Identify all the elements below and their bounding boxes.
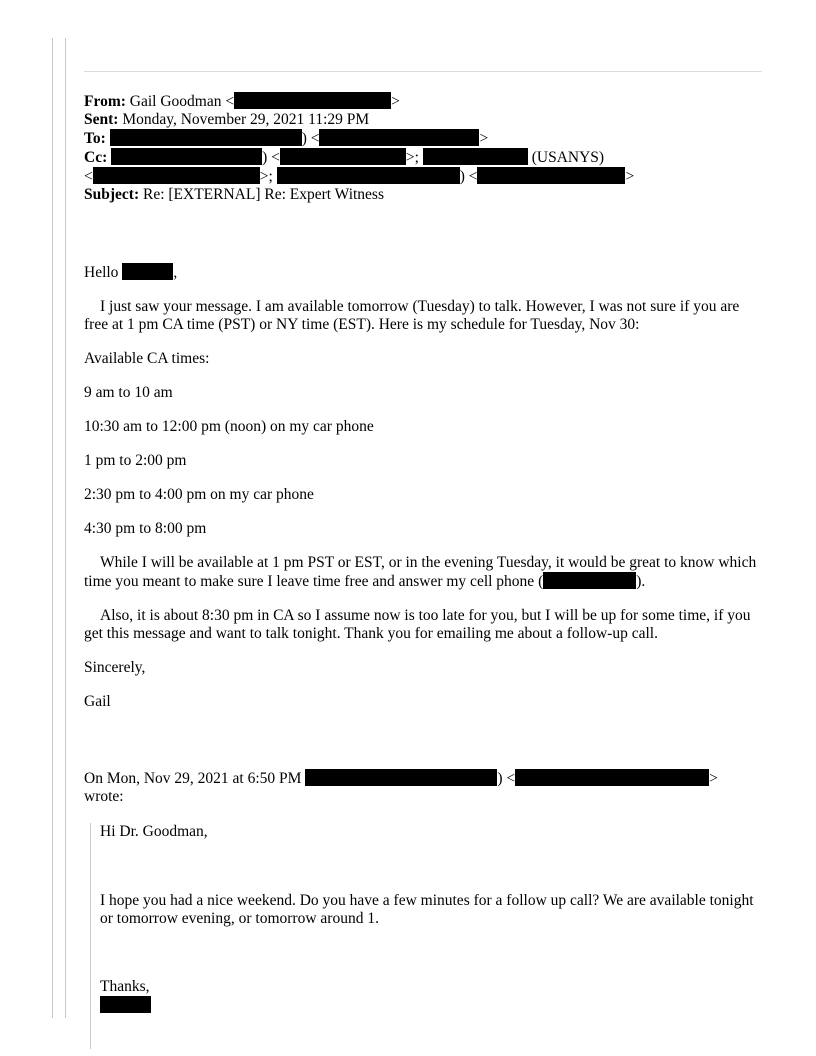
- redaction-bar: [110, 129, 302, 146]
- subject-value: Re: [EXTERNAL] Re: Expert Witness: [142, 186, 384, 203]
- greeting: [84, 263, 766, 282]
- redaction-bar: [515, 769, 709, 786]
- signature: Gail: [84, 693, 111, 710]
- cc-separator: >;: [405, 149, 419, 166]
- quoted-intro-close: >: [709, 770, 718, 787]
- subject-label: Subject:: [84, 186, 140, 203]
- quoted-thanks: Thanks,: [100, 978, 150, 995]
- to-label: To:: [84, 130, 106, 147]
- time-slot: 9 am to 10 am: [84, 384, 173, 401]
- time-slot: 4:30 pm to 8:00 pm: [84, 520, 207, 537]
- closing: Sincerely,: [84, 659, 146, 676]
- redaction-bar: [423, 148, 528, 165]
- quoted-wrote: wrote:: [84, 788, 124, 805]
- redaction-bar: [111, 148, 262, 165]
- redaction-bar: [122, 263, 173, 280]
- cc-label: Cc:: [84, 149, 108, 166]
- quoted-message: [90, 823, 766, 1049]
- quoted-intro: [84, 769, 766, 806]
- paragraph-cell-phone-text: While I will be available at 1 pm PST or EST, or in the evening Tuesday, it would be great to know which time you meant to make sure I leave time free and answer my cell phone (: [84, 554, 757, 590]
- from-label: From:: [84, 93, 126, 110]
- cc-separator: ) <: [262, 149, 280, 166]
- quote-margin-line-inner: [65, 38, 66, 1018]
- to-line: [84, 129, 766, 148]
- redaction-bar: [93, 167, 260, 184]
- cc-close: >: [625, 168, 635, 185]
- sent-value: Monday, November 29, 2021 11:29 PM: [122, 111, 370, 128]
- paragraph-tonight: Also, it is about 8:30 pm in CA so I assume now is too late for you, but I will be up for some time, if you get this message and want to talk tonight. Thank you for emailing me about a follow-up call.: [84, 607, 751, 642]
- quote-margin-line-outer: [52, 38, 53, 1018]
- to-separator: ) <: [301, 130, 320, 147]
- redaction-bar: [477, 167, 625, 184]
- from-line: [84, 92, 766, 111]
- header-divider: [84, 71, 762, 72]
- quoted-body: I hope you had a nice weekend. Do you have a few minutes for a follow up call? We are available tonight or tomorrow evening, or tomorrow around 1.: [100, 892, 754, 927]
- time-slot: 1 pm to 2:00 pm: [84, 452, 187, 469]
- cc-separator: ) <: [459, 168, 478, 185]
- redaction-bar: [234, 92, 391, 109]
- cc-separator: >;: [259, 168, 273, 185]
- quoted-greeting: Hi Dr. Goodman,: [100, 823, 208, 840]
- paragraph-cell-phone: [84, 554, 766, 591]
- redaction-bar: [277, 167, 460, 184]
- from-name: Gail Goodman <: [129, 93, 235, 110]
- sent-label: Sent:: [84, 111, 119, 128]
- quoted-intro-separator: ) <: [497, 770, 516, 787]
- time-slot: 10:30 am to 12:00 pm (noon) on my car phone: [84, 418, 374, 435]
- paragraph-cell-phone-end: ).: [636, 573, 646, 590]
- available-times-heading: Available CA times:: [84, 350, 210, 367]
- cc-open: <: [84, 168, 93, 185]
- redaction-bar: [100, 996, 151, 1013]
- redaction-bar: [280, 148, 406, 165]
- sent-line: [84, 111, 766, 129]
- cc-line-continued: [84, 167, 766, 186]
- redaction-bar: [305, 769, 497, 786]
- redaction-bar: [319, 129, 479, 146]
- subject-line: [84, 186, 766, 204]
- paragraph-availability: I just saw your message. I am available tomorrow (Tuesday) to talk. However, I was not sure if you are free at 1 pm CA time (PST) or NY time (EST). Here is my schedule for Tuesday, Nov 30:: [84, 298, 740, 333]
- quoted-intro-text: On Mon, Nov 29, 2021 at 6:50 PM: [84, 770, 302, 787]
- cc-line: [84, 148, 766, 167]
- greeting-comma: ,: [173, 264, 178, 281]
- to-close: >: [479, 130, 489, 147]
- time-slot: 2:30 pm to 4:00 pm on my car phone: [84, 486, 314, 503]
- redaction-bar: [543, 572, 636, 589]
- from-email-close: >: [391, 93, 400, 110]
- email-content: [84, 92, 766, 1049]
- greeting-text: Hello: [84, 264, 119, 281]
- email-header: [84, 92, 766, 204]
- cc-org: (USANYS): [531, 149, 605, 166]
